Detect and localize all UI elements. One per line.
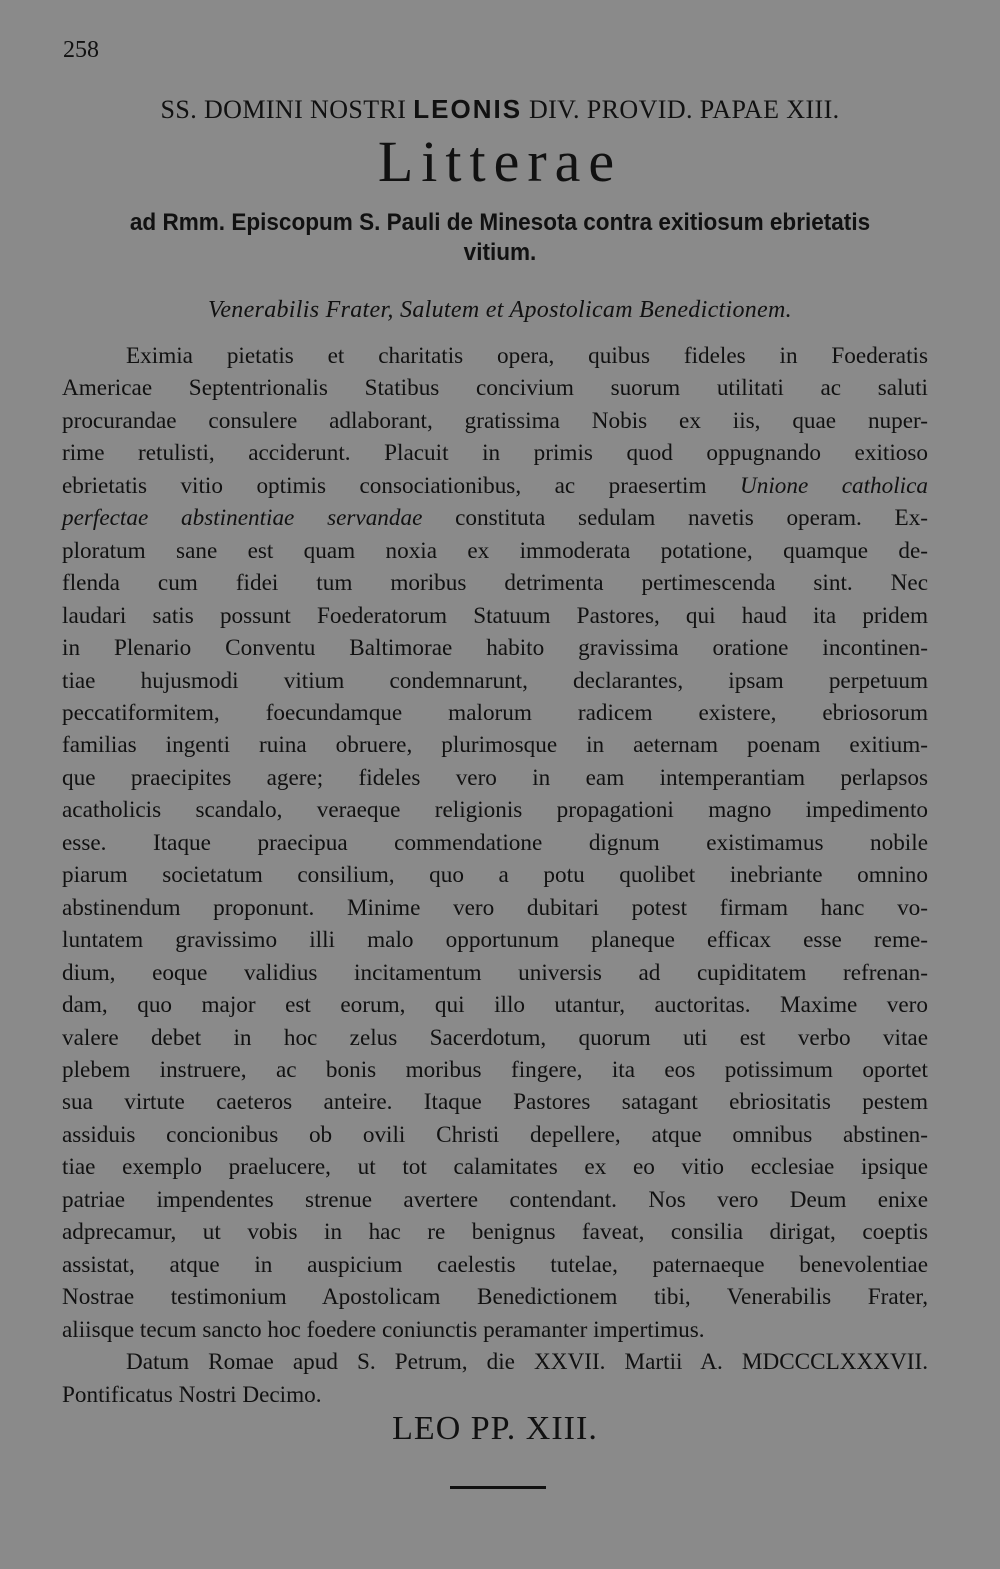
subtitle-line-2: vitium. — [463, 239, 537, 266]
page-number: 258 — [63, 37, 99, 63]
body-line: procurandae consulere adlaborant, gratissima Nobis ex iis, quae nuper- — [62, 407, 928, 434]
italic-phrase: Unione catholica — [739, 472, 929, 499]
body-line: acatholicis scandalo, veraeque religionis propagationi magno impedimento — [62, 797, 928, 824]
body-line: laudari satis possunt Foederatorum Statuum Pastores, qui haud ita pridem — [62, 602, 928, 629]
body-line: abstinendum proponunt. Minime vero dubitari potest firmam hanc vo- — [62, 894, 928, 921]
running-head — [62, 94, 938, 125]
body-line: Americae Septentrionalis Statibus concivium suorum utilitati ac saluti — [62, 375, 928, 402]
body-line: assiduis concionibus ob ovili Christi depellere, atque omnibus abstinen- — [62, 1121, 928, 1148]
body-line: Eximia pietatis et charitatis opera, quibus fideles in Foederatis — [126, 343, 928, 369]
running-head-prefix: SS. DOMINI NOSTRI — [160, 95, 414, 124]
letter-body — [62, 340, 928, 1411]
body-line: sua virtute caeteros anteire. Itaque Pastores satagant ebriositatis pestem — [62, 1089, 928, 1116]
body-line: que praecipites agere; fideles vero in eam intemperantiam perlapsos — [62, 764, 928, 791]
body-line-text: constituta sedulam navetis operam. Ex- — [455, 505, 929, 532]
body-line: familias ingenti ruina obruere, plurimosque in aeternam poenam exitium- — [62, 732, 928, 759]
body-line: tiae exemplo praelucere, ut tot calamitates ex eo vitio ecclesiae ipsique — [62, 1154, 928, 1181]
body-line: piarum societatum consilium, quo a potu quolibet inebriante omnino — [62, 862, 928, 889]
body-line: ploratum sane est quam noxia ex immoderata potatione, quamque de- — [62, 537, 928, 564]
body-line: adprecamur, ut vobis in hac re benignus faveat, consilia dirigat, coeptis — [62, 1219, 928, 1246]
body-line: peccatiformitem, foecundamque malorum radicem existere, ebriosorum — [62, 699, 928, 726]
end-rule-divider — [450, 1486, 546, 1489]
body-line-with-italic — [62, 502, 928, 534]
running-head-name: LEONIS — [413, 94, 523, 124]
running-head-suffix: DIV. PROVID. PAPAE XIII. — [522, 95, 840, 124]
body-line-with-italic — [62, 470, 928, 502]
body-line: valere debet in hoc zelus Sacerdotum, quorum uti est verbo vitae — [62, 1024, 928, 1051]
body-line: tiae hujusmodi vitium condemnarunt, declarantes, ipsam perpetuum — [62, 667, 928, 694]
body-line: patriae impendentes strenue avertere contendant. Nos vero Deum enixe — [62, 1186, 928, 1213]
dateline-line-2: Pontificatus Nostri Decimo. — [62, 1381, 322, 1408]
body-line: flenda cum fidei tum moribus detrimenta pertimescenda sint. Nec — [62, 570, 928, 597]
subtitle-line-1: ad Rmm. Episcopum S. Pauli de Minesota contra exitiosum ebrietatis — [129, 209, 871, 236]
signature: LEO PP. XIII. — [392, 1410, 598, 1447]
body-line: assistat, atque in auspicium caelestis tutelae, paternaeque benevolentiae — [62, 1251, 928, 1278]
document-title: Litterae — [377, 129, 623, 194]
body-line: plebem instruere, ac bonis moribus fingere, ita eos potissimum oportet — [62, 1056, 928, 1083]
document-subtitle — [97, 208, 903, 268]
body-line: rime retulisti, acciderunt. Placuit in primis quod oppugnando exitioso — [62, 440, 928, 467]
body-line: aliisque tecum sancto hoc foedere coniunctis peramanter impertimus. — [62, 1316, 705, 1343]
body-line-text: ebrietatis vitio optimis consociationibus, ac praesertim — [62, 472, 740, 499]
body-line: luntatem gravissimo illi malo opportunum planeque efficax esse reme- — [62, 927, 928, 954]
body-line: dam, quo major est eorum, qui illo utantur, auctoritas. Maxime vero — [62, 992, 928, 1019]
salutation: Venerabilis Frater, Salutem et Apostolicam Benedictionem. — [208, 297, 792, 323]
italic-phrase: perfectae abstinentiae servandae — [62, 505, 423, 532]
body-line: esse. Itaque praecipua commendatione dignum existimamus nobile — [62, 829, 928, 856]
body-line: dium, eoque validius incitamentum universis ad cupiditatem refrenan- — [62, 959, 928, 986]
dateline-line-1: Datum Romae apud S. Petrum, die XXVII. Martii A. MDCCCLXXXVII. — [126, 1349, 928, 1376]
body-line: Nostrae testimonium Apostolicam Benedictionem tibi, Venerabilis Frater, — [62, 1284, 928, 1311]
body-line: in Plenario Conventu Baltimorae habito gravissima oratione incontinen- — [62, 635, 928, 662]
